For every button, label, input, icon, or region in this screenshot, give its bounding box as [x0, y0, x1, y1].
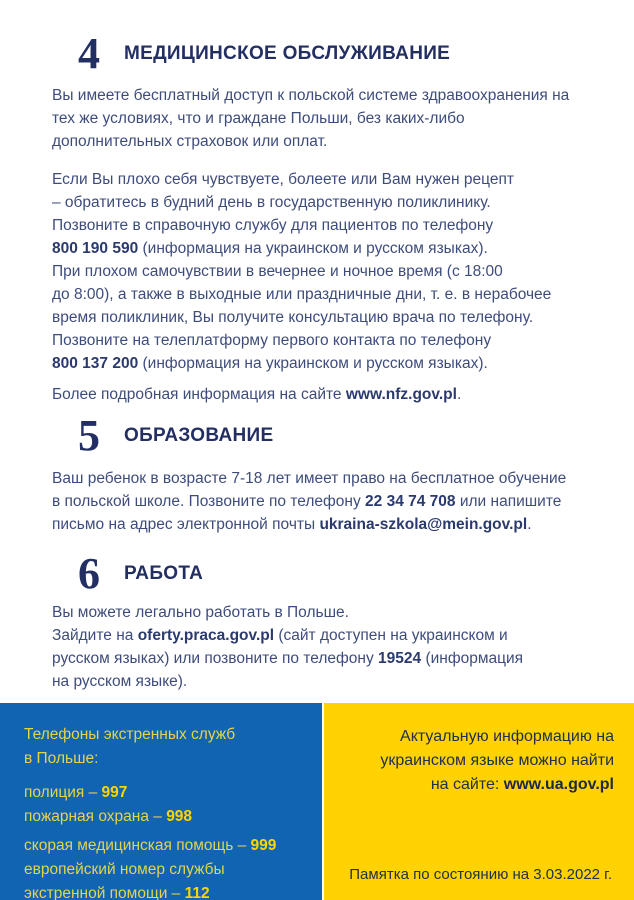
text-line — [334, 773, 614, 797]
text-line — [52, 601, 624, 624]
text-line — [24, 723, 314, 747]
praca-link[interactable]: oferty.praca.gov.pl — [137, 627, 275, 644]
text-line — [24, 834, 314, 858]
text-segment: Зайдите на — [52, 627, 138, 644]
text-segment: или напишите — [455, 493, 562, 510]
police-number: 997 — [101, 784, 128, 801]
text-line — [52, 513, 624, 536]
text-line — [52, 107, 624, 130]
text-line — [52, 130, 624, 153]
school-phone-number: 22 34 74 708 — [365, 493, 456, 510]
text-segment: европейский номер службы — [24, 861, 225, 878]
text-segment: время поликлиник, Вы получите консультацию врача по телефону. — [52, 309, 534, 326]
text-segment: При плохом самочувствии в вечернее и ночное время (с 18:00 — [52, 263, 503, 280]
text-segment: Вы можете легально работать в Польше. — [52, 604, 349, 621]
section-work-heading — [78, 550, 624, 598]
text-segment: (информация на украинском и русском языках). — [138, 240, 488, 257]
text-segment: Позвоните в справочную службу для пациентов по телефону — [52, 217, 494, 234]
text-segment: Если Вы плохо себя чувствуете, болеете или Вам нужен рецепт — [52, 171, 514, 188]
text-segment: (сайт доступен на украинском и — [274, 627, 508, 644]
emergency-ambulance-eu — [24, 834, 314, 900]
text-line — [52, 624, 624, 647]
text-line — [24, 781, 314, 805]
text-line — [24, 805, 314, 829]
text-segment: в польской школе. Позвоните по телефону — [52, 493, 366, 510]
section-education — [52, 412, 624, 536]
text-segment: до 8:00), а также в выходные или праздничные дни, т. е. в нерабочее — [52, 286, 552, 303]
text-line — [52, 214, 624, 237]
ua-info-text — [334, 725, 614, 797]
paragraph-school-info — [52, 467, 624, 536]
text-line — [334, 725, 614, 749]
text-line — [24, 747, 314, 771]
paragraph-healthcare-access — [52, 84, 624, 153]
section-education-heading — [78, 412, 624, 460]
text-line — [52, 467, 624, 490]
text-line — [52, 670, 624, 693]
emergency-heading — [24, 723, 314, 771]
date-note: Памятка по состоянию на 3.03.2022 г. — [349, 866, 612, 883]
text-segment: . — [456, 386, 462, 403]
patients-hotline-number: 800 190 590 — [52, 240, 139, 257]
text-segment: в Польше: — [24, 750, 99, 767]
text-line — [24, 858, 314, 882]
text-segment: пожарная охрана – — [24, 808, 167, 825]
ua-gov-link[interactable]: www.ua.gov.pl — [503, 776, 614, 793]
text-segment: на сайте: — [430, 776, 504, 793]
text-segment: тех же условиях, что и граждане Польши, без каких-либо — [52, 110, 465, 127]
emergency-panel — [0, 703, 322, 900]
section-medical-heading — [78, 30, 624, 78]
fire-brigade-number: 998 — [166, 808, 193, 825]
text-line — [52, 260, 624, 283]
ambulance-number: 999 — [250, 837, 277, 854]
section-number: 4 — [78, 29, 100, 78]
text-line — [52, 191, 624, 214]
text-segment: письмо на адрес электронной почты — [52, 516, 320, 533]
footer — [0, 703, 634, 900]
text-segment: Ваш ребенок в возрасте 7-18 лет имеет право на бесплатное обучение — [52, 470, 567, 487]
text-line — [52, 237, 624, 260]
nfz-link[interactable]: www.nfz.gov.pl — [345, 386, 457, 403]
info-panel — [324, 703, 634, 900]
leaflet-content — [0, 30, 634, 693]
text-segment: Вы имеете бесплатный доступ к польской системе здравоохранения на — [52, 87, 570, 104]
text-line — [52, 647, 624, 670]
text-segment: Актуальную информацию на — [400, 728, 614, 745]
text-line — [52, 283, 624, 306]
text-segment: украинском языке можно найти — [380, 752, 614, 769]
text-line — [52, 84, 624, 107]
text-segment: (информация — [421, 650, 524, 667]
text-segment: Более подробная информация на сайте — [52, 386, 346, 403]
work-phone-number: 19524 — [378, 650, 422, 667]
emergency-police-fire — [24, 781, 314, 829]
text-segment: – обратитесь в будний день в государственную поликлинику. — [52, 194, 491, 211]
text-line — [334, 749, 614, 773]
text-line — [52, 352, 624, 375]
text-line — [52, 329, 624, 352]
text-segment: на русском языке). — [52, 673, 188, 690]
eu-emergency-number: 112 — [184, 885, 210, 900]
text-segment: скорая медицинская помощь – — [24, 837, 251, 854]
section-work — [52, 550, 624, 693]
section-number: 5 — [78, 411, 100, 460]
paragraph-nfz-info — [52, 383, 624, 406]
text-line — [24, 882, 314, 900]
text-segment: экстренной помощи – — [24, 885, 185, 900]
text-segment: . — [527, 516, 532, 533]
text-line — [52, 306, 624, 329]
text-segment: Позвоните на телеплатформу первого контакта по телефону — [52, 332, 492, 349]
section-title: МЕДИЦИНСКОЕ ОБСЛУЖИВАНИЕ — [124, 43, 451, 64]
text-segment: Телефоны экстренных служб — [24, 726, 236, 743]
text-segment: русском языках) или позвоните по телефону — [52, 650, 379, 667]
paragraph-work-info — [52, 601, 624, 693]
section-title: РАБОТА — [124, 563, 204, 584]
school-email-link[interactable]: ukraina-szkola@mein.gov.pl — [319, 516, 528, 533]
paragraph-clinic-hotlines — [52, 168, 624, 375]
text-segment: полиция – — [24, 784, 102, 801]
section-title: ОБРАЗОВАНИЕ — [124, 425, 274, 446]
text-line — [52, 490, 624, 513]
text-line — [52, 383, 624, 406]
section-number: 6 — [78, 549, 100, 598]
text-segment: дополнительных страховок или оплат. — [52, 133, 328, 150]
section-medical — [52, 30, 624, 406]
text-segment: (информация на украинском и русском языках). — [138, 355, 488, 372]
text-line — [52, 168, 624, 191]
teleplatform-hotline-number: 800 137 200 — [52, 355, 139, 372]
